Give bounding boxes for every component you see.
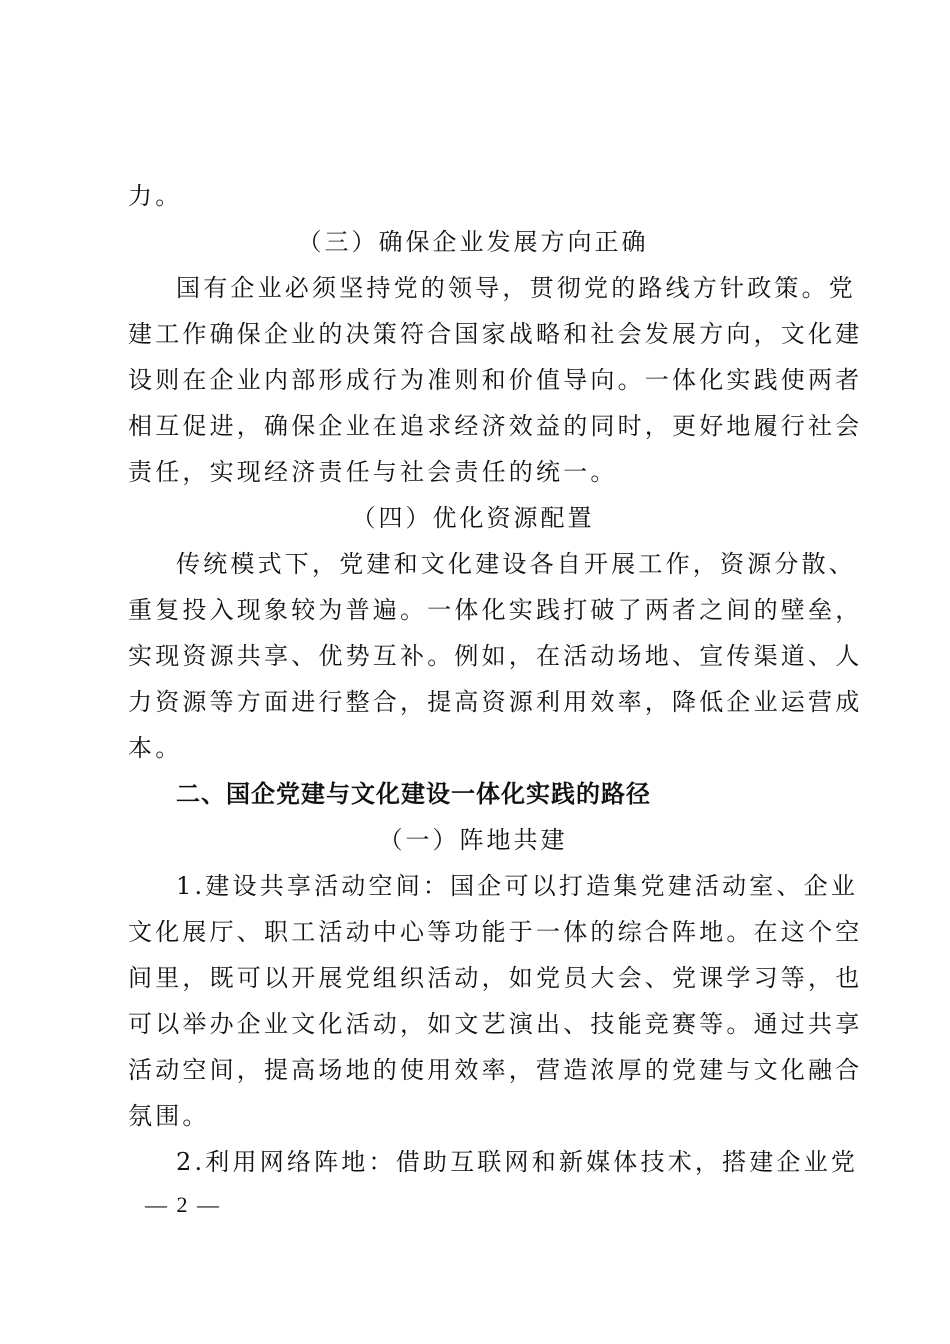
paragraph-line: 实现资源共享、优势互补。例如，在活动场地、宣传渠道、人 (128, 642, 863, 670)
paragraph-line: 责任，实现经济责任与社会责任的统一。 (128, 458, 618, 486)
paragraph-line: 可以举办企业文化活动，如文艺演出、技能竞赛等。通过共享 (128, 1010, 863, 1038)
paragraph-line: 传统模式下，党建和文化建设各自开展工作，资源分散、 (176, 550, 856, 578)
paragraph-line: 力资源等方面进行整合，提高资源利用效率，降低企业运营成 (128, 688, 863, 716)
paragraph-line: 1.建设共享活动空间：国企可以打造集党建活动室、企业 (176, 872, 859, 900)
paragraph-line: 活动空间，提高场地的使用效率，营造浓厚的党建与文化融合 (128, 1056, 863, 1084)
paragraph-line: 2.利用网络阵地：借助互联网和新媒体技术，搭建企业党 (176, 1148, 859, 1176)
paragraph-line: 设则在企业内部形成行为准则和价值导向。一体化实践使两者 (128, 366, 863, 394)
paragraph-line: 文化展厅、职工活动中心等功能于一体的综合阵地。在这个空 (128, 918, 863, 946)
section-heading-3: （三）确保企业发展方向正确 (297, 228, 649, 256)
chapter-heading-2: 二、国企党建与文化建设一体化实践的路径 (176, 780, 651, 808)
paragraph-line: 间里，既可以开展党组织活动，如党员大会、党课学习等，也 (128, 964, 863, 992)
section-heading-4: （四）优化资源配置 (351, 504, 595, 532)
paragraph-line: 相互促进，确保企业在追求经济效益的同时，更好地履行社会 (128, 412, 863, 440)
paragraph-line: 重复投入现象较为普遍。一体化实践打破了两者之间的壁垒， (128, 596, 863, 624)
paragraph-tail-line: 力。 (128, 182, 183, 210)
paragraph-line: 氛围。 (128, 1102, 210, 1130)
page-number: — 2 — (145, 1192, 221, 1217)
section-heading-1: （一）阵地共建 (378, 826, 568, 854)
paragraph-line: 本。 (128, 734, 183, 762)
paragraph-line: 建工作确保企业的决策符合国家战略和社会发展方向，文化建 (128, 320, 863, 348)
paragraph-line: 国有企业必须坚持党的领导，贯彻党的路线方针政策。党 (176, 274, 856, 302)
